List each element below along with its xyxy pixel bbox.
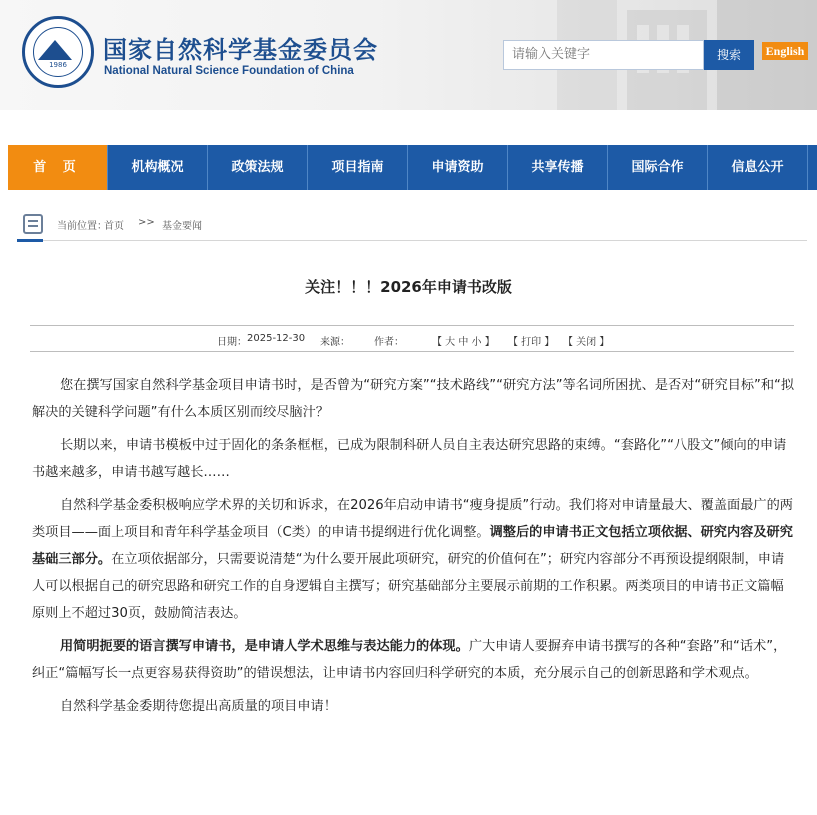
author-label: 作者： (374, 337, 404, 348)
nav-item-sharing[interactable]: 共享传播 (508, 145, 608, 190)
print-link[interactable]: 【 打印 】 (508, 337, 555, 348)
paragraph-3-detail: 在立项依据部分，只需要说清楚“为什么要开展此项研究，研究的价值何在”；研究内容部分不再预设提纲限制，申请人可以根据自己的研究思路和研究工作的自身逻辑自主撰写；研究基础部分主要展示前期的工作积累。两类项目的申请书正文篇幅原则上不超过30页，鼓励简洁表达。 (32, 552, 785, 621)
meta-top-divider (30, 325, 794, 326)
logo-year: 1986 (49, 61, 67, 69)
paragraph-2: 长期以来，申请书模板中过于固化的条条框框，已成为限制科研人员自主表达研究思路的束缚。“套路化”“八股文”倾向的申请书越来越多，申请书越写越长…… (32, 438, 787, 480)
nav-item-home[interactable]: 首 页 (8, 145, 108, 190)
font-size-toggle[interactable]: 【 大 中 小 】 (432, 337, 495, 348)
site-name-en[interactable]: National Natural Science Foundation of China (104, 65, 354, 77)
english-language-button[interactable]: English (762, 42, 808, 60)
paragraph-3 (32, 492, 796, 627)
breadcrumb-prefix: 当前位置： (57, 221, 107, 232)
main-nav (8, 145, 817, 190)
article-body (32, 372, 796, 726)
nav-item-international[interactable]: 国际合作 (608, 145, 708, 190)
document-icon (23, 214, 43, 234)
meta-bottom-divider (30, 351, 794, 352)
date-label: 日期： (217, 337, 247, 348)
paragraph-3-intro: 自然科学基金委积极响应学术界的关切和诉求，在2026年启动申请书“瘦身提质”行动。我们将对申请量最大、覆盖面最广的两类项目——面上项目和青年科学基金项目（C类）的申请书提纲进行优化调整。 (32, 498, 793, 540)
nav-item-about[interactable]: 机构概况 (108, 145, 208, 190)
paragraph-4-detail: 广大申请人要摒弃申请书撰写的各种“套路”和“话术”，纠正“篇幅写长一点更容易获得资助”的错误想法，让申请书内容回归科学研究的本质，充分展示自己的创新思路和学术观点。 (32, 639, 787, 681)
breadcrumb-separator: >> (138, 217, 155, 228)
breadcrumb-home-link[interactable]: 首页 (104, 221, 124, 232)
nav-item-guide[interactable]: 项目指南 (308, 145, 408, 190)
article-title: 关注！！！2026年申请书改版 (305, 278, 512, 296)
search-input[interactable]: 请输入关键字 (503, 40, 704, 70)
nsfc-logo[interactable] (22, 16, 94, 88)
nav-item-apply[interactable]: 申请资助 (408, 145, 508, 190)
breadcrumb (17, 206, 807, 242)
breadcrumb-current[interactable]: 基金要闻 (162, 221, 202, 232)
article-date: 2025-12-30 (247, 333, 306, 344)
close-link[interactable]: 【 关闭 】 (563, 337, 610, 348)
nav-item-policies[interactable]: 政策法规 (208, 145, 308, 190)
source-label: 来源： (320, 337, 350, 348)
paragraph-1: 您在撰写国家自然科学基金项目申请书时，是否曾为“研究方案”“技术路线”“研究方法”等名词所困扰、是否对“研究目标”和“拟解决的关键科学问题”有什么本质区别而绞尽脑汁？ (32, 378, 795, 420)
site-header (0, 0, 817, 110)
mountain-icon (38, 40, 72, 60)
paragraph-3-emphasis: 调整后的申请书正文包括立项依据、研究内容及研究基础三部分。 (32, 525, 793, 567)
paragraph-4 (32, 633, 796, 687)
site-name-cn[interactable]: 国家自然科学基金委员会 (103, 36, 378, 64)
search-button[interactable]: 搜索 (704, 40, 754, 70)
paragraph-5: 自然科学基金委期待您提出高质量的项目申请！ (60, 699, 337, 714)
breadcrumb-accent-bar (17, 239, 43, 242)
breadcrumb-divider (17, 240, 807, 241)
nav-item-disclosure[interactable]: 信息公开 (708, 145, 808, 190)
paragraph-4-emphasis: 用简明扼要的语言撰写申请书，是申请人学术思维与表达能力的体现。 (60, 639, 469, 654)
